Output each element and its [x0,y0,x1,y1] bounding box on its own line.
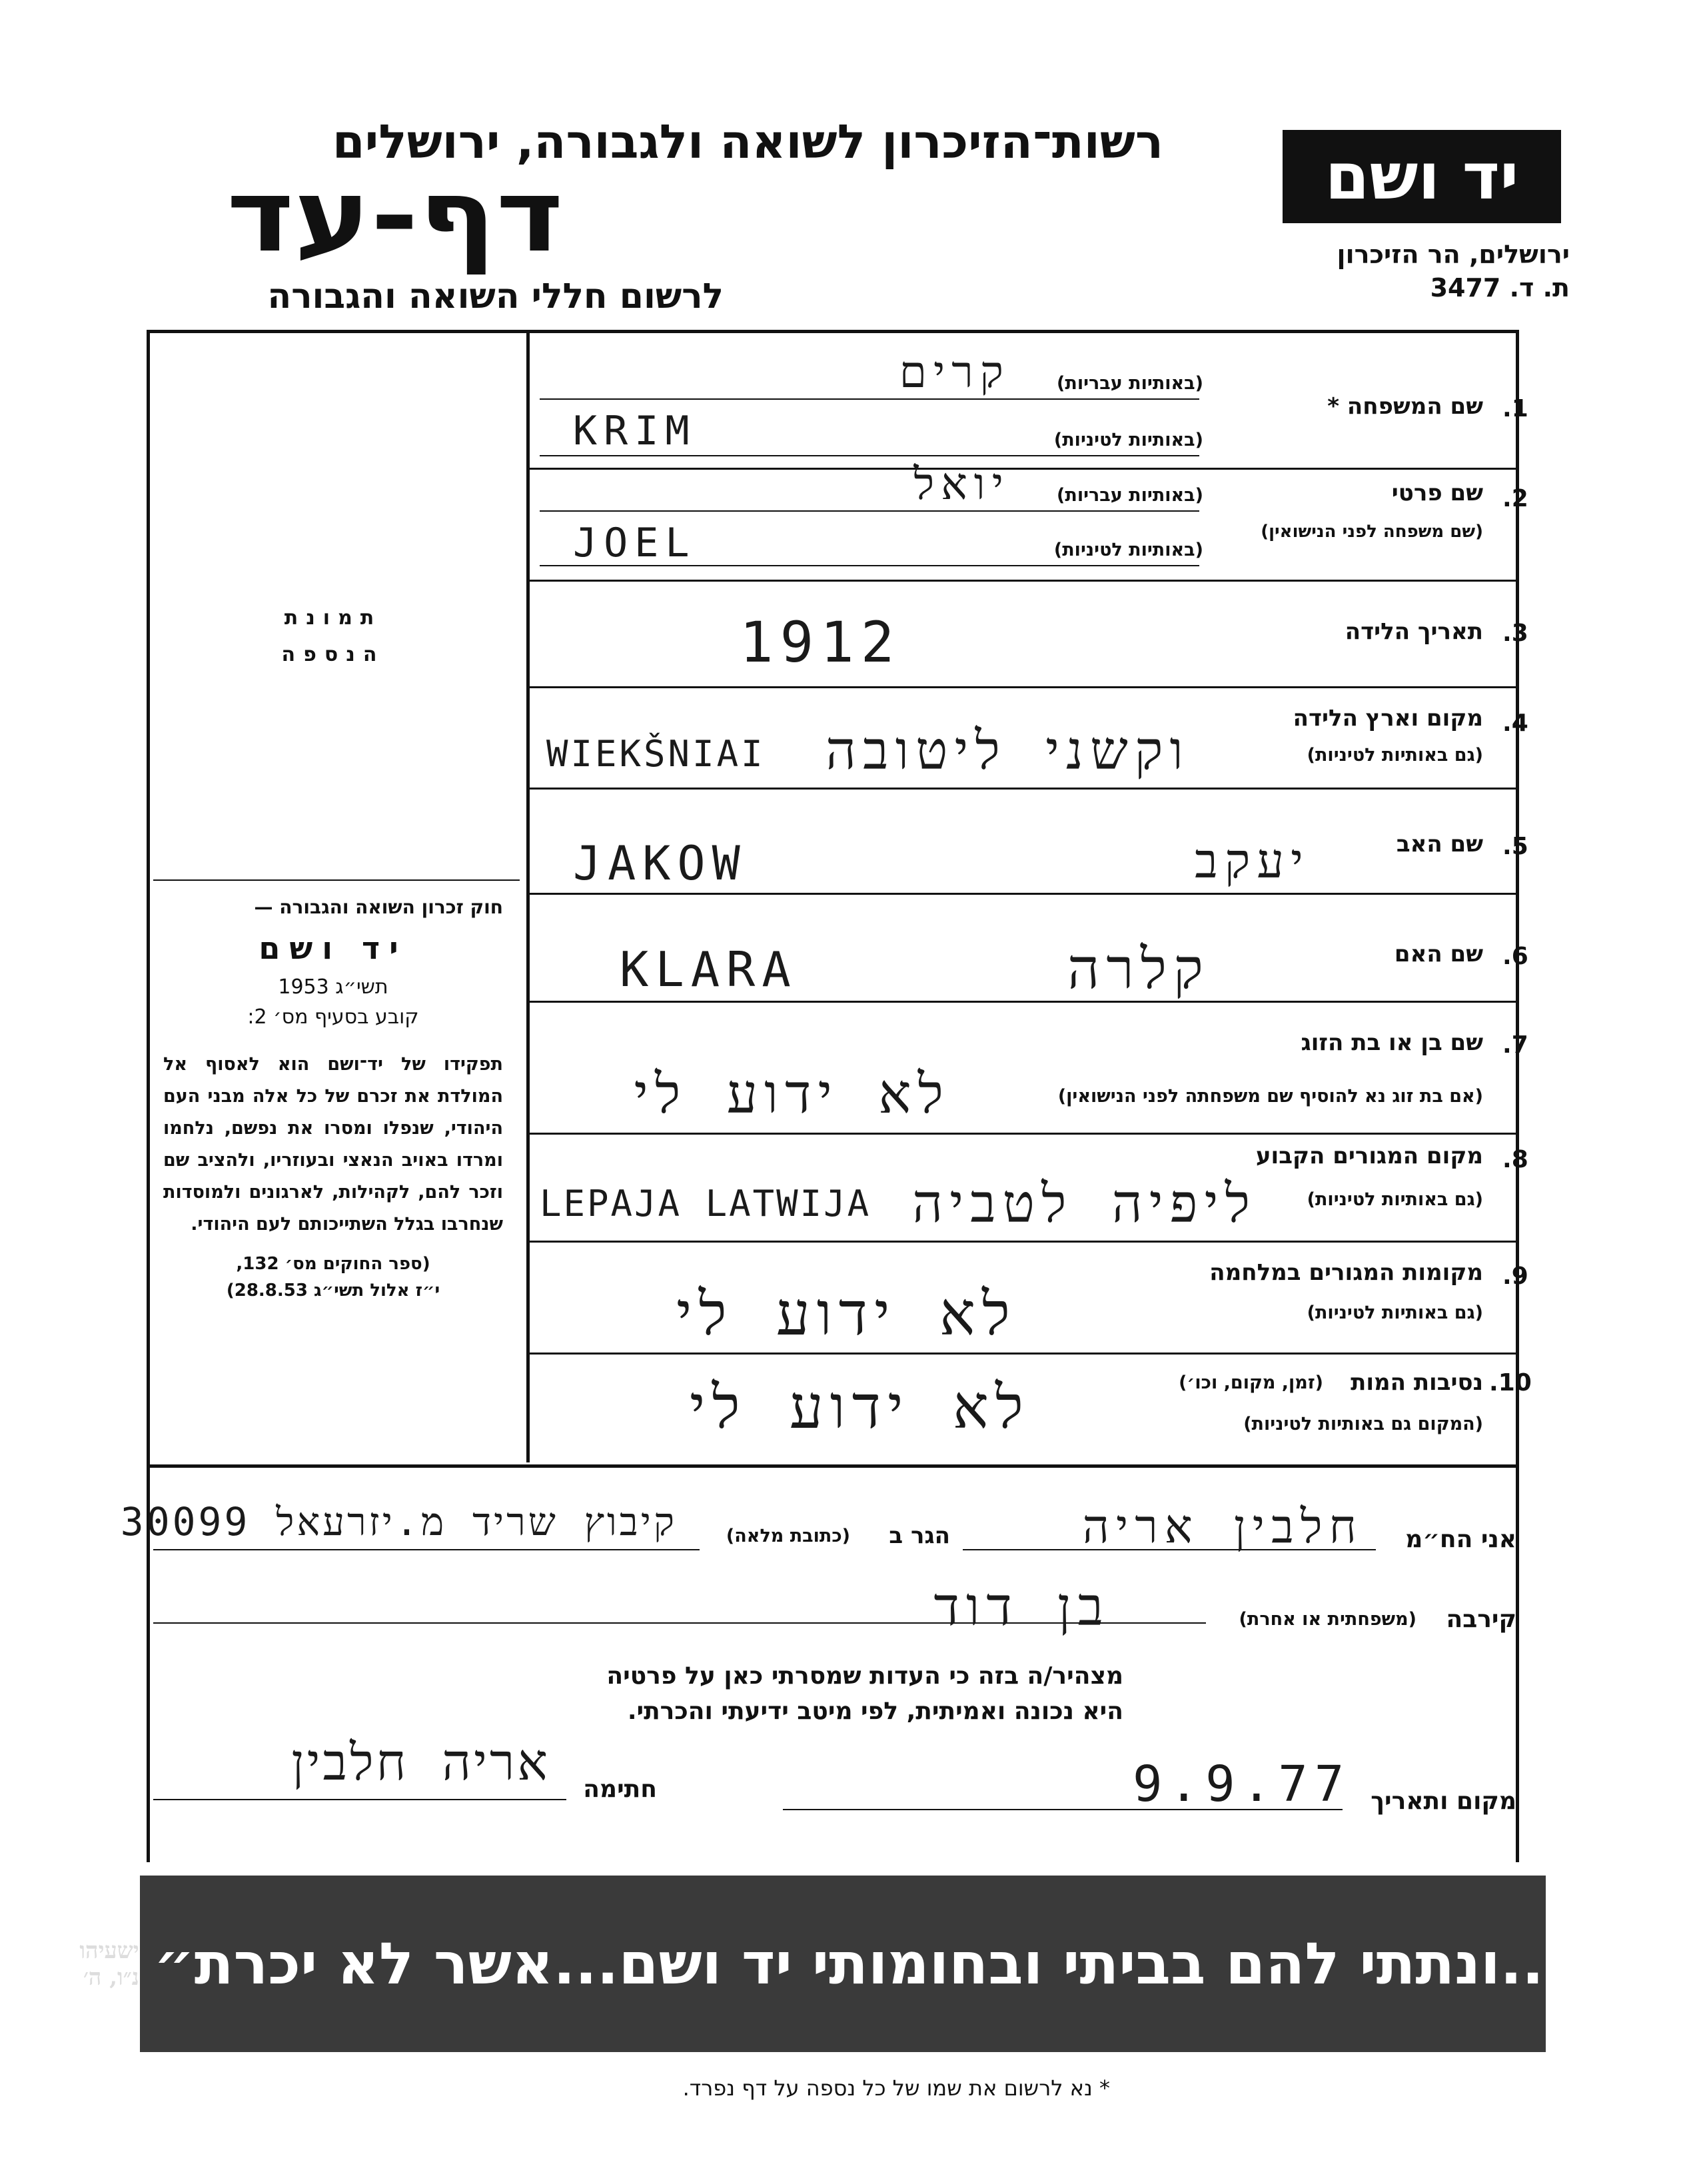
field-number-5: 5. [1502,833,1528,860]
row-separator [530,788,1516,790]
mother-hebrew-value[interactable]: קלרה [1067,936,1210,1001]
org-title: רשות־הזיכרון לשואה ולגבורה, ירושלים [332,115,1163,169]
underline [540,510,1199,512]
row-separator [530,1133,1516,1135]
field-number-1: 1. [1502,395,1528,422]
field-sublabel-maiden: (שם משפחה לפני הנישואין) [1261,522,1483,542]
field-number-9: 9. [1502,1263,1528,1290]
yad-vashem-logo [1283,130,1561,223]
statement-line-2: היא נכונה ואמיתית, לפי מיטב ידיעתי והכרתי. [627,1698,1123,1725]
field-sublabel-latin-8: (גם באותיות לטיניות) [1307,1189,1483,1210]
photo-placeholder [267,600,400,673]
spouse-value[interactable]: לא ידוע לי [634,1063,950,1126]
relation-value[interactable]: בן דוד [933,1576,1110,1638]
law-text: תפקידו של יד־ושם הוא לאסוף אל המולדת את זכרם של כל אלה מבני העם היהודי, שנפלו ומסרו את נפשם, נלחמו ומרדו באויב הנאצי ובעוזריו, ולהציב שם וזכר להם, לקהילות, לארגונים ולמוסדות שנחרבו בגלל השתייכותם לעם היהודי. [163,1054,503,1235]
quote-banner [79,1876,1606,2052]
field-label-birth-date: תאריך הלידה [1345,618,1483,645]
relation-label: קירבה [1446,1606,1516,1633]
banner-quote: ״...ונתתי להם בביתי ובחומותי יד ושם...אשר לא יכרת״ [153,1930,1606,1997]
law-title: חוק זכרון השואה והגבורה — [254,896,503,918]
law-ref-1: (ספר החוקים מס׳ 132, [236,1254,430,1274]
field-label-spouse: שם בן או בת הזוג [1301,1029,1483,1056]
declarant-name-value[interactable]: חלבין אריה [1082,1499,1363,1554]
form-subtitle: לרשום חללי השואה והגבורה [267,276,724,316]
surname-latin-value[interactable]: KRIM [573,408,696,454]
field-label-death: נסיבות המות [1351,1369,1483,1396]
field-label-father: שם האב [1396,831,1483,857]
field-label-surname: שם המשפחה * [1327,393,1483,420]
place-date-label: מקום ותאריך [1371,1788,1516,1815]
field-number-7: 7. [1502,1031,1528,1059]
row-separator [530,580,1516,582]
mother-latin-value[interactable]: KLARA [620,941,798,997]
photo-label-2: הנספה [281,643,385,666]
law-name: יד ושם [259,930,408,966]
field-sublabel-latin-4: (גם באותיות לטיניות) [1307,745,1483,766]
row-separator [530,1241,1516,1243]
row-separator [530,893,1516,895]
field-label-birth-place: מקום וארץ הלידה [1293,705,1483,732]
left-panel-separator [153,879,520,881]
relation-hint: (משפחתית או אחרת) [1239,1609,1416,1630]
row-separator [530,468,1516,470]
birth-place-latin-value[interactable]: WIEKŠNIAI [546,733,766,775]
underline [153,1799,566,1800]
signature-value[interactable]: אריה חלבין [291,1732,550,1792]
field-number-2: 2. [1502,485,1528,512]
field-number-3: 3. [1502,620,1528,647]
first-name-hebrew-value[interactable]: יואל [913,458,1010,510]
field-label-mother: שם האם [1394,941,1483,967]
form-top-border [147,330,1519,333]
banner-source: ישעיהו נ״ו, ה׳ [79,1937,139,1991]
hint-hebrew-2: (באותיות עבריות) [1057,485,1203,506]
fields-bottom-border [147,1464,1519,1468]
field-number-4: 4. [1502,710,1528,737]
field-sublabel-latin-9: (גם באותיות לטיניות) [1307,1303,1483,1323]
address-hint: (כתובת מלאה) [726,1526,850,1546]
law-box [163,896,503,1301]
war-residence-value[interactable]: לא ידוע לי [676,1279,1017,1349]
birth-date-value[interactable]: 1912 [740,610,901,675]
underline [153,1549,700,1550]
field-sublabel-latin-10: (המקום גם באותיות לטיניות) [1243,1414,1483,1434]
row-separator [530,1353,1516,1355]
law-section: קובע בסעיף מס׳ 2: [247,1005,419,1029]
surname-hebrew-value[interactable]: קרים [899,346,1010,398]
field-label-residence: מקום המגורים הקבוע [1255,1143,1483,1169]
form-title: דף-עד [227,159,564,274]
hint-hebrew-1: (באותיות עבריות) [1057,373,1203,394]
footnote: * נא לרשום את שמו של כל נספה על דף נפרד. [682,2075,1110,2101]
signature-label: חתימה [583,1776,657,1803]
photo-label-1: תמונת [284,606,382,630]
row-separator [530,1001,1516,1003]
field-number-8: 8. [1502,1146,1528,1173]
father-hebrew-value[interactable]: יעקב [1195,833,1310,889]
father-latin-value[interactable]: JAKOW [573,836,747,891]
place-date-value[interactable]: 9.9.77 [1133,1756,1351,1813]
law-year: תשי״ג 1953 [278,975,388,999]
law-ref-2: י״ז אלול תשי״ג 28.8.53) [226,1281,440,1301]
logo-text: יד ושם [1325,139,1519,214]
death-value[interactable]: לא ידוע לי [689,1372,1030,1442]
address-line: ירושלים, הר הזיכרון [1337,240,1570,269]
field-label-war-residence: מקומות המגורים במלחמה [1209,1259,1483,1286]
address-value[interactable]: קיבוץ שריד מ.יזרעאל 30099 [120,1499,677,1544]
po-box: ת. ד. 3477 [1430,273,1570,302]
statement-line-1: מצהיר/ה בזה כי העדות שמסרתי כאן על פרטיה [606,1662,1123,1690]
birth-place-hebrew-value[interactable]: וקשני ליטובה [826,720,1190,782]
declarant-label: אני הח״מ [1405,1526,1516,1553]
field-hint-death: (זמן, מקום, וכו׳) [1179,1372,1323,1393]
field-number-6: 6. [1502,943,1528,970]
resides-label: הגר ב [889,1522,950,1549]
field-label-first-name: שם פרטי [1391,480,1483,506]
residence-hebrew-value[interactable]: ליפיה לטביה [912,1173,1257,1235]
panel-divider [526,330,530,1462]
hint-latin-2: (באותיות לטיניות) [1053,540,1203,560]
first-name-latin-value[interactable]: JOEL [573,520,696,566]
field-sublabel-spouse: (אם בת זוג נא להוסיף שם משפחתה לפני הנישואין) [1057,1086,1483,1107]
underline [540,398,1199,400]
row-separator [530,686,1516,688]
field-number-10: 10. [1489,1369,1532,1396]
hint-latin-1: (באותיות לטיניות) [1053,430,1203,450]
underline [540,455,1199,456]
residence-latin-value[interactable]: LEPAJA LATWIJA [540,1183,871,1225]
form-left-border [147,330,150,1862]
